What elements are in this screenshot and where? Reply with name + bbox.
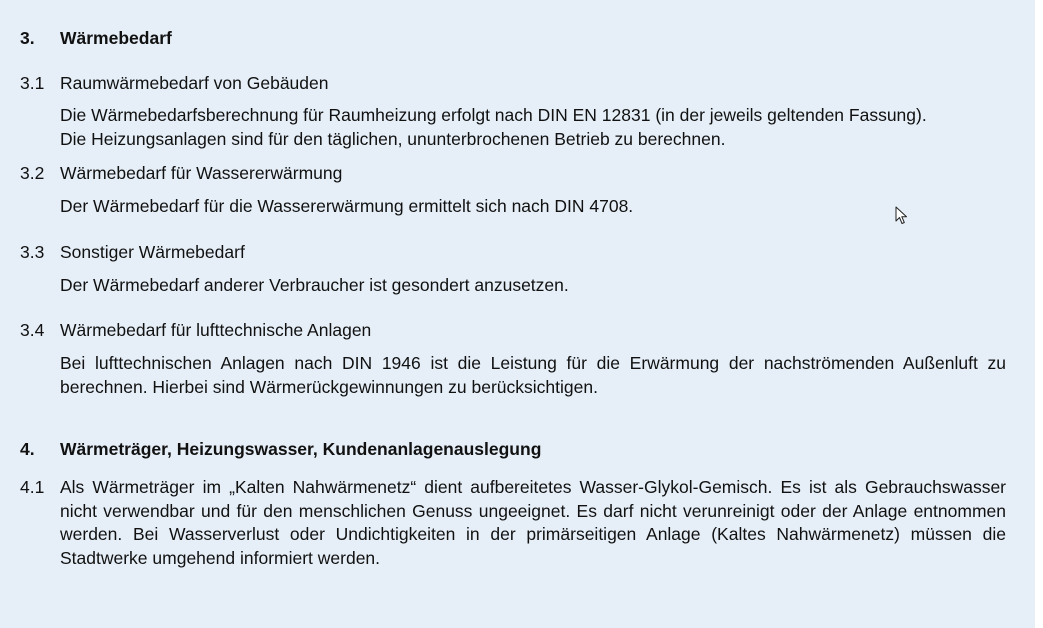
paragraph: Als Wärmeträger im „Kalten Nahwärmenetz“ dient aufbereitetes Wasser-Glykol-Gemisch. Es ist als Gebrauchswasser nicht verwendbar und für den menschlichen Genuss ungeeignet. Es darf nicht verunreinigt oder der Anlage entnommen werden. Bei Wasserverlust oder Undichtigkeiten in der primärseitigen Anlage (Kaltes Nahwärmenetz) müssen die Stadtwerke umgehend informiert werden.: [60, 477, 1006, 568]
subsection-number: 3.3: [20, 242, 45, 262]
subsection-number: 3.4: [20, 320, 45, 340]
section-title: Wärmeträger, Heizungswasser, Kundenanlagenauslegung: [60, 439, 542, 459]
paragraph-line: Die Wärmebedarfsberechnung für Raumheizung erfolgt nach DIN EN 12831 (in der jeweils geltenden Fassung).: [60, 105, 927, 125]
subsection-title: Raumwärmebedarf von Gebäuden: [60, 73, 329, 93]
subsection-title: Sonstiger Wärmebedarf: [60, 242, 245, 262]
subsection-number: 3.1: [20, 73, 45, 93]
paragraph: Bei lufttechnischen Anlagen nach DIN 1946 ist die Leistung für die Erwärmung der nachströmenden Außenluft zu berechnen. Hierbei sind Wärmerückgewinnungen zu berücksichtigen.: [60, 353, 1006, 397]
mouse-pointer-icon: [895, 206, 909, 226]
paragraph-line: Der Wärmebedarf anderer Verbraucher ist gesondert anzusetzen.: [60, 275, 569, 295]
paragraph: [60, 195, 1006, 219]
paragraph-line: Die Heizungsanlagen sind für den täglichen, ununterbrochenen Betrieb zu berechnen.: [60, 128, 726, 149]
paragraph: [60, 104, 1006, 151]
section-number: 4.: [20, 439, 35, 459]
section-title: Wärmebedarf: [60, 28, 172, 48]
subsection-number: 4.1: [20, 477, 45, 497]
paragraph-line: Der Wärmebedarf für die Wassererwärmung ermittelt sich nach DIN 4708.: [60, 196, 634, 216]
subsection-title: Wärmebedarf für Wassererwärmung: [60, 163, 343, 183]
subsection-number: 3.2: [20, 163, 45, 183]
subsection-title: Wärmebedarf für lufttechnische Anlagen: [60, 320, 372, 340]
section-number: 3.: [20, 28, 35, 48]
paragraph: [60, 274, 1006, 298]
